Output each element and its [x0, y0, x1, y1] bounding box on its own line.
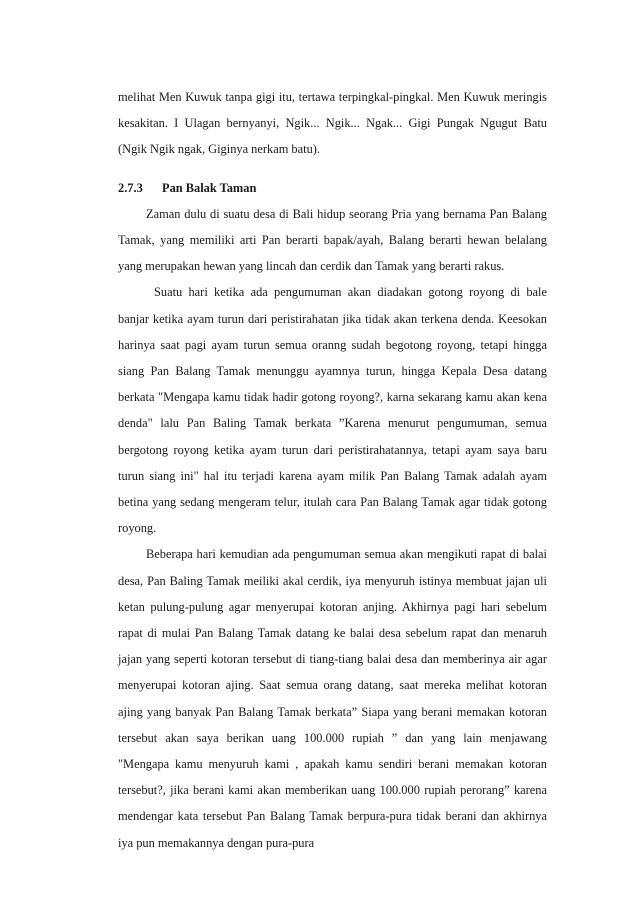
section-heading	[118, 175, 547, 201]
document-page	[118, 84, 547, 856]
section-number: 2.7.3	[118, 180, 143, 195]
body-paragraph: Suatu hari ketika ada pengumuman akan diadakan gotong royong di bale banjar ketika ayam turun dari peristirahatan jika tidak akan terkena denda. Keesokan harinya saat pagi ayam turun semua oranng sudah begotong royong, tetapi hingga siang Pan Balang Tamak menunggu ayamnya turun, hingga Kepala Desa datang berkata "Mengapa kamu tidak hadir gotong royong?, karna sekarang kamu akan kena denda" lalu Pan Baling Tamak berkata ”Karena menurut pengumuman, semua bergotong royong ketika ayam turun dari peristirahatannya, tetapi ayam saya baru turun siang ini" hal itu terjadi karena ayam milik Pan Balang Tamak adalah ayam betina yang sedang mengeram telur, itulah cara Pan Balang Tamak agar tidak gotong royong.	[118, 285, 547, 536]
body-paragraph: Beberapa hari kemudian ada pengumuman semua akan mengikuti rapat di balai desa, Pan Baling Tamak meiliki akal cerdik, iya menyuruh istinya membuat jajan uli ketan pulung-pulung agar menyerupai kotoran anjing. Akhirnya pagi hari sebelum rapat di mulai Pan Balang Tamak datang ke balai desa sebelum rapat dan menaruh jajan yang seperti kotoran tersebut di tiang-tiang balai desa dan memberinya air agar menyerupai kotoran ajing. Saat semua orang datang, saat mereka melihat kotoran ajing yang banyak Pan Balang Tamak berkata” Siapa yang berani memakan kotoran tersebut akan saya berikan uang 100.000 rupiah ” dan yang lain menjawang "Mengapa kamu menyuruh kami , apakah kamu sendiri berani memakan kotoran tersebut?, jika berani kami akan memberikan uang 100.000 rupiah perorang” karena mendengar kata tersebut Pan Balang Tamak berpura-pura tidak berani dan akhirnya iya pun memakannya dengan pura-pura	[118, 547, 547, 850]
body-paragraph: melihat Men Kuwuk tanpa gigi itu, tertawa terpingkal-pingkal. Men Kuwuk meringis kesakitan. I Ulagan bernyanyi, Ngik... Ngik... Ngak... Gigi Pungak Ngugut Batu (Ngik Ngik ngak, Giginya nerkam batu).	[118, 90, 547, 157]
section-title: Pan Balak Taman	[162, 180, 257, 195]
body-paragraph: Zaman dulu di suatu desa di Bali hidup seorang Pria yang bernama Pan Balang Tamak, yang memiliki arti Pan berarti bapak/ayah, Balang berarti hewan belalang yang merupakan hewan yang lincah dan cerdik dan Tamak yang berarti rakus.	[118, 206, 547, 274]
